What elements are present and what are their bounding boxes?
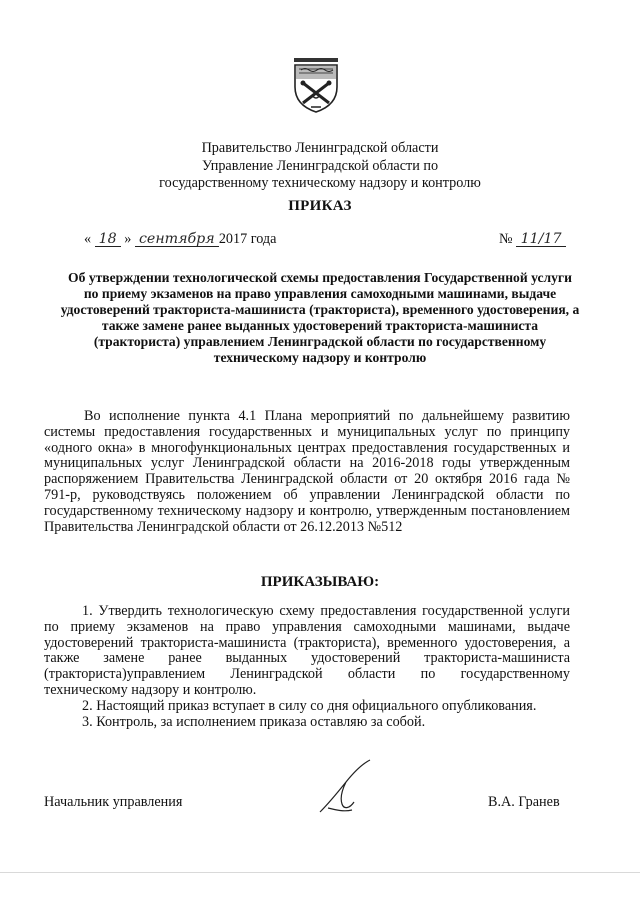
order-heading: ПРИКАЗЫВАЮ: bbox=[260, 574, 380, 590]
date-day: 18 bbox=[95, 232, 121, 247]
org-line-1: Правительство Ленинградской области bbox=[201, 140, 439, 156]
document-number bbox=[499, 231, 566, 248]
date-year: 2017 года bbox=[218, 231, 277, 247]
signatory-position: Начальник управления bbox=[44, 794, 183, 810]
date-quote-open: « bbox=[84, 231, 92, 247]
order-item-1: 1. Утвердить технологическую схему предоставления государственной услуги по приему экзаменов на право управления самоходными машинами, выдаче удостоверений тракториста-машиниста (тракториста), временного удостоверения, а также замене ранее выданных удостоверений тракториста-машиниста (тракториста)управлением Ленинградской области по государственному техническому надзору и контролю. bbox=[44, 603, 570, 698]
number-value: 11/17 bbox=[516, 232, 566, 247]
coat-of-arms-icon bbox=[293, 57, 339, 113]
signatory-name: В.А. Гранев bbox=[488, 794, 560, 810]
page-bottom-edge bbox=[0, 872, 640, 906]
preamble bbox=[44, 409, 570, 535]
document-date bbox=[84, 231, 276, 248]
document-subject: Об утверждении технологической схемы предоставления Государственной услуги по приему экзаменов на право управления самоходными машинами, выдаче удостоверений тракториста-машиниста (тракториста), временного удостоверения, а также замене ранее выданных удостоверений тракториста-машиниста (тракториста) управлением Ленинградской области по государственному техническому надзору и контролю bbox=[60, 270, 580, 365]
organization-header bbox=[0, 140, 640, 193]
order-item-3: 3. Контроль, за исполнением приказа оставляю за собой. bbox=[82, 713, 426, 730]
org-line-2: Управление Ленинградской области по bbox=[201, 157, 439, 174]
document-type-title: ПРИКАЗ bbox=[288, 198, 352, 214]
order-item-2: 2. Настоящий приказ вступает в силу со дня официального опубликования. bbox=[82, 697, 537, 714]
order-items bbox=[44, 604, 570, 730]
date-month: сентября bbox=[135, 232, 219, 247]
number-sign: № bbox=[499, 231, 513, 247]
handwritten-signature-icon bbox=[316, 758, 378, 818]
preamble-paragraph: Во исполнение пункта 4.1 Плана мероприятий по дальнейшему развитию системы предоставления государственных и муниципальных услуг по принципу «одного окна» в многофункциональных центрах предоставления государственных и муниципальных услуг Ленинградской области на 2016-2018 годы утвержденным распоряжением Правительства Ленинградской области от 20 октября 2016 гада № 791-р, руководствуясь положением об управлении Ленинградской области по государственному техническому надзору и контролю, утвержденным постановлением Правительства Ленинградской области от 26.12.2013 №512 bbox=[44, 408, 570, 535]
date-quote-close: » bbox=[124, 231, 132, 247]
org-line-3: государственному техническому надзору и контролю bbox=[159, 175, 481, 191]
